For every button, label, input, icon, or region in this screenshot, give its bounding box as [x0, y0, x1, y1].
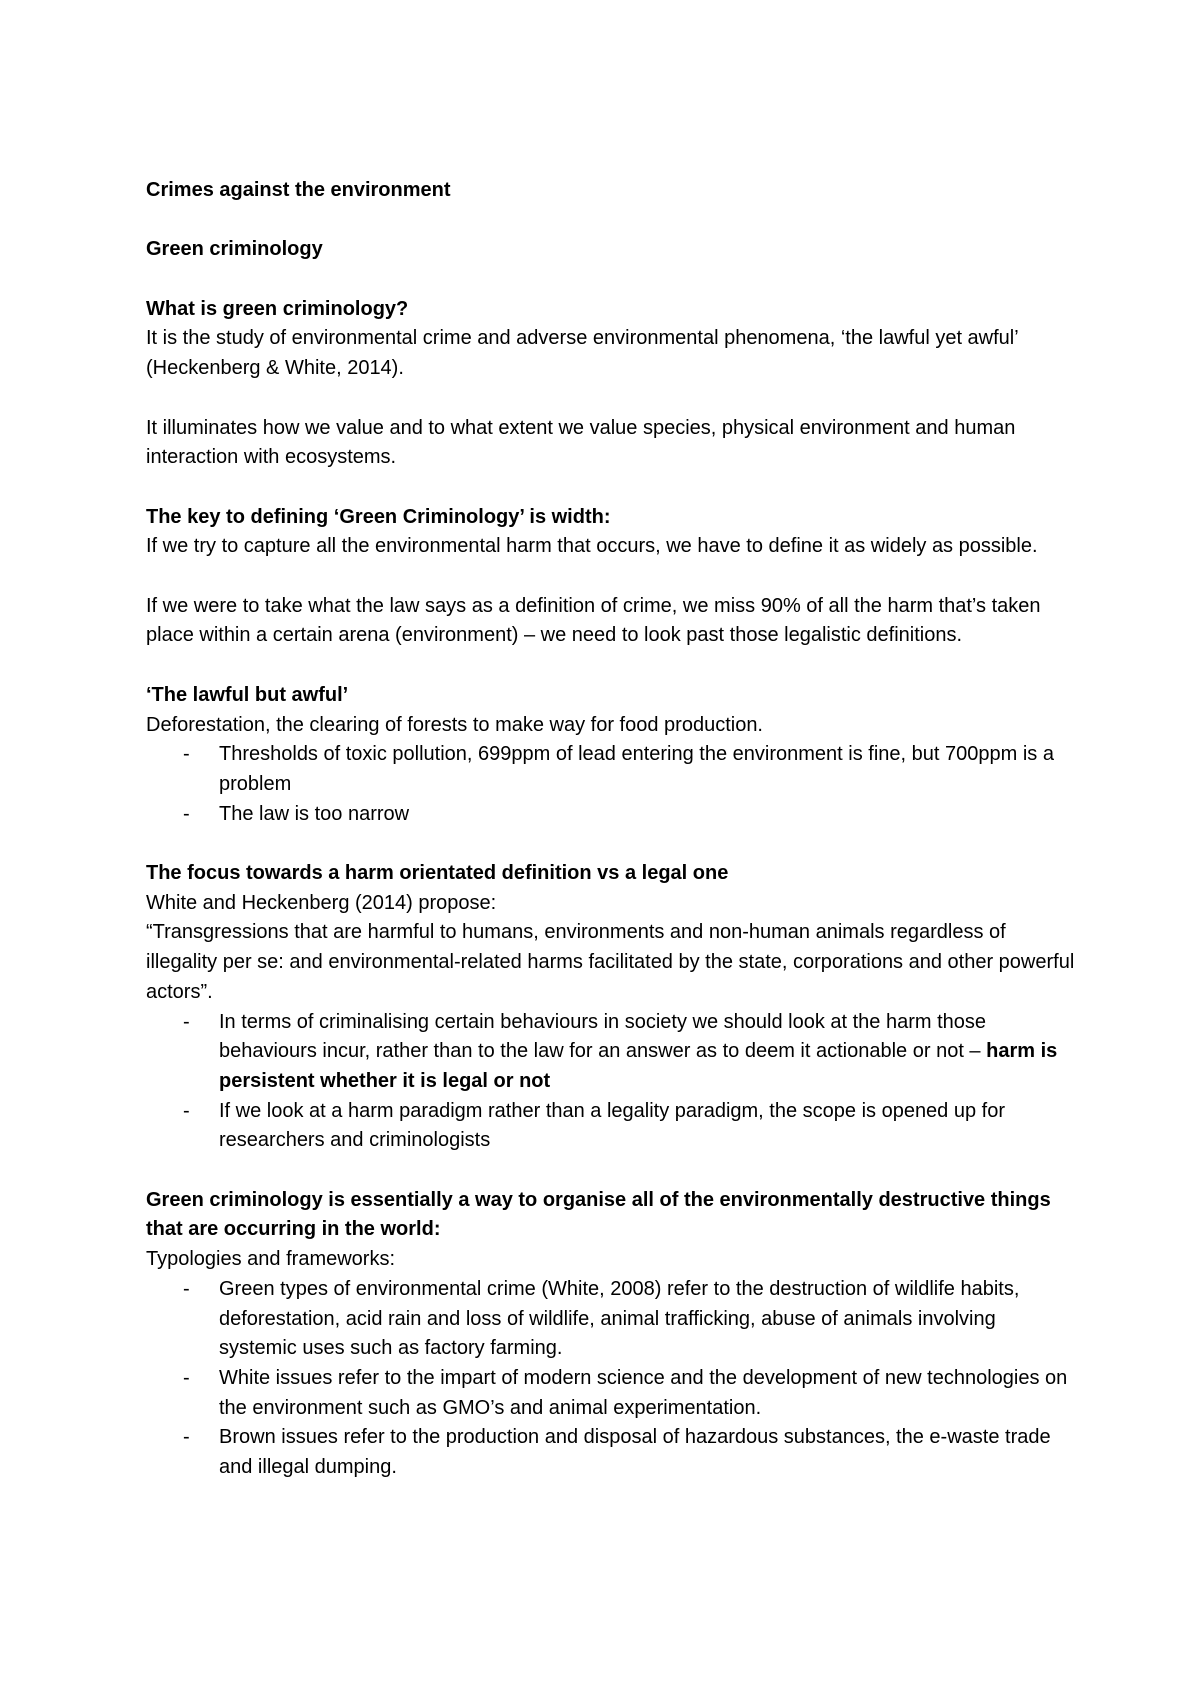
list-item-emphasis: harm is persistent whether it is legal or not [219, 1040, 1058, 1092]
bullet-list [146, 1008, 1076, 1157]
list-item: - If we look at a harm paradigm rather than a legality paradigm, the scope is opened up for researchers and criminologists [219, 1097, 1076, 1156]
bullet-list [146, 1275, 1076, 1483]
section-harm-orientated [146, 859, 1076, 1156]
section-heading: The key to defining ‘Green Criminology’ is width: [146, 505, 611, 528]
paragraph: Deforestation, the clearing of forests to make way for food production. [146, 713, 763, 736]
paragraph: If we were to take what the law says as a definition of crime, we miss 90% of all the harm that’s taken place within a certain arena (environment) – we need to look past those legalistic definitions. [146, 594, 1041, 647]
section-lawful-but-awful [146, 681, 1076, 830]
section-heading: Green criminology is essentially a way to organise all of the environmentally destructive things that are occurring in the world: [146, 1188, 1051, 1241]
section-heading: ‘The lawful but awful’ [146, 683, 349, 706]
section-typologies [146, 1186, 1076, 1483]
bullet-list [146, 740, 1076, 829]
list-item-text: In terms of criminalising certain behaviours in society we should look at the harm those behaviours incur, rather than to the law for an answer as to deem it actionable or not – [219, 1010, 987, 1063]
section-heading: The focus towards a harm orientated definition vs a legal one [146, 862, 729, 885]
quote: “Transgressions that are harmful to humans, environments and non-human animals regardless of illegality per se: and environmental-related harms facilitated by the state, corporations and other powerful actors”. [146, 921, 1075, 1003]
list-item [219, 1008, 1076, 1097]
list-item: - Thresholds of toxic pollution, 699ppm of lead entering the environment is fine, but 700ppm is a problem [219, 740, 1076, 799]
list-item: - White issues refer to the impart of modern science and the development of new technologies on the environment such as GMO’s and animal experimentation. [219, 1364, 1076, 1423]
paragraph: White and Heckenberg (2014) propose: [146, 891, 497, 914]
section-heading: What is green criminology? [146, 297, 409, 320]
list-item: - Green types of environmental crime (White, 2008) refer to the destruction of wildlife habits, deforestation, acid rain and loss of wildlife, animal trafficking, abuse of animals involving systemic uses such as factory farming. [219, 1275, 1076, 1364]
list-item: - Brown issues refer to the production and disposal of hazardous substances, the e-waste trade and illegal dumping. [219, 1423, 1076, 1482]
paragraph: It is the study of environmental crime and adverse environmental phenomena, ‘the lawful yet awful’ (Heckenberg & White, 2014). [146, 327, 1018, 380]
paragraph: Typologies and frameworks: [146, 1248, 396, 1271]
section-key-to-defining [146, 503, 1076, 562]
paragraph: It illuminates how we value and to what extent we value species, physical environment and human interaction with ecosystems. [146, 416, 1016, 469]
section-what-is [146, 295, 1076, 384]
list-item: - The law is too narrow [219, 800, 1076, 830]
document-subtitle: Green criminology [146, 238, 323, 261]
document-title: Crimes against the environment [146, 179, 451, 201]
paragraph: If we try to capture all the environmental harm that occurs, we have to define it as widely as possible. [146, 535, 1038, 558]
document-page [146, 176, 1076, 1513]
